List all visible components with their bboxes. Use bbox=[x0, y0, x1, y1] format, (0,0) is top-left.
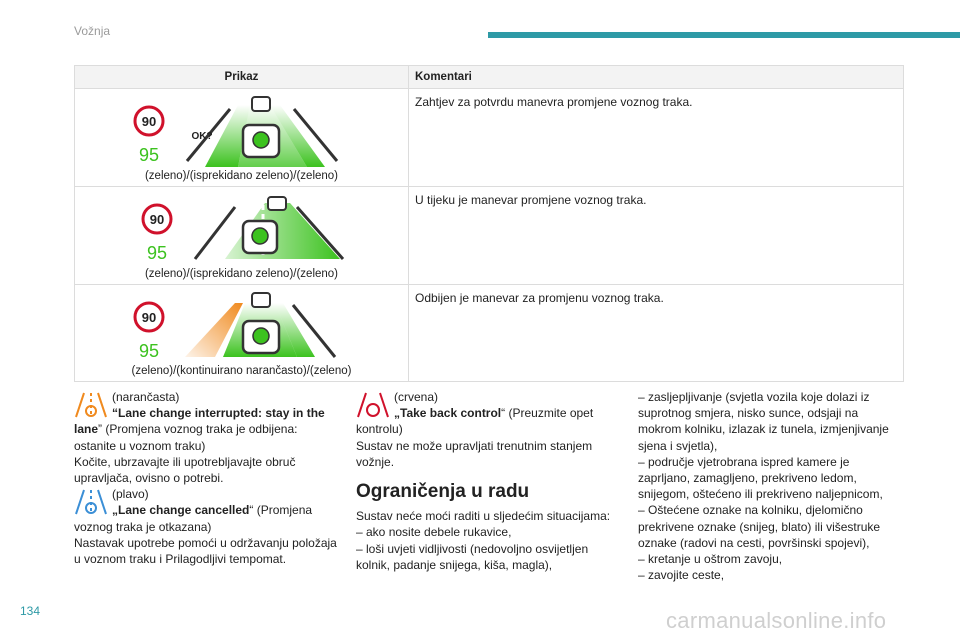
lane-info-blue-icon bbox=[74, 488, 108, 518]
steering-wheel-icon bbox=[252, 228, 268, 244]
lane-warning-orange-icon bbox=[74, 391, 108, 421]
speed-limit-value: 90 bbox=[149, 212, 165, 227]
text-column-1 bbox=[74, 389, 340, 567]
alert-red-block: (crvena) „Take back control“ (Preuzmite opet kontrolu) Sustav ne može upravljati trenutnim stanjem vožnje. bbox=[356, 390, 594, 469]
comment-text: U tijeku je manevar promjene voznog traka. bbox=[415, 193, 647, 207]
vehicle-ahead-icon bbox=[252, 293, 270, 307]
lane-line-left bbox=[195, 207, 235, 259]
speed-limit-value: 90 bbox=[141, 114, 157, 129]
set-speed-value: 95 bbox=[138, 145, 160, 165]
column-header-comments: Komentari bbox=[415, 71, 472, 83]
list-item: – loši uvjeti vidljivosti (nedovoljno osvijetljen kolnik, padanje snijega, kiša, magla), bbox=[356, 541, 589, 572]
table-row bbox=[75, 187, 903, 285]
lane-display-in-progress bbox=[75, 193, 408, 265]
set-speed-value: 95 bbox=[146, 243, 168, 263]
display-table bbox=[74, 65, 904, 382]
vehicle-ahead-icon bbox=[252, 97, 270, 111]
table-row bbox=[75, 89, 903, 187]
page-number: 134 bbox=[20, 604, 41, 618]
header-accent-bar bbox=[488, 32, 960, 38]
table-row bbox=[75, 285, 903, 381]
list-item: – zasljepljivanje (svjetla vozila koje dolazi iz suprotnog smjera, nisko sunce, odsjaji na mokrom kolniku, izlazak iz tunela, izmjenjivanje sjena i svjetla), bbox=[638, 390, 889, 453]
section-heading: Ograničenja u radu bbox=[356, 481, 530, 503]
list-item: – zavojite ceste, bbox=[638, 568, 725, 583]
ok-prompt-label: OK? bbox=[191, 131, 213, 142]
watermark: carmanualsonline.info bbox=[666, 608, 887, 633]
vehicle-ahead-icon bbox=[268, 197, 286, 210]
steering-wheel-icon bbox=[253, 328, 269, 344]
list-item: – Oštećene oznake na kolniku, djelomično prekrivene oznake (snijeg, blato) ili višestruke oznake (radovi na cesti, površinski spojevi), bbox=[638, 503, 881, 550]
warning-orange-block: (narančasta) “Lane change interrupted: stay in the lane” (Promjena voznog traka je odbijena: ostanite u voznom traku) Kočite, ubrzavajte ili upotrebljavajte obruč upravljača, ovisno o potrebi. bbox=[74, 390, 325, 486]
text-column-3 bbox=[638, 389, 902, 583]
lane-alert-red-icon bbox=[356, 391, 390, 421]
comment-text: Odbijen je manevar za promjenu voznog traka. bbox=[415, 291, 664, 305]
lane-display-refused bbox=[75, 291, 408, 363]
speed-limit-value: 90 bbox=[141, 310, 157, 325]
list-item: – ako nosite debele rukavice, bbox=[356, 525, 512, 540]
list-item: – područje vjetrobrana ispred kamere je zaprljano, zamagljeno, prekriveno ledom, snijegom, oštećeno ili prekriveno naljepnicom, bbox=[638, 454, 883, 502]
lane-display-confirm-request bbox=[75, 95, 408, 167]
section-title: Vožnja bbox=[74, 24, 111, 38]
column-header-display: Prikaz bbox=[75, 66, 409, 88]
table-header bbox=[75, 66, 903, 89]
list-item: – kretanje u oštrom zavoju, bbox=[638, 552, 783, 567]
display-caption: (zeleno)/(kontinuirano narančasto)/(zeleno) bbox=[131, 365, 352, 377]
limitations-intro: Sustav neće moći raditi u sljedećim situacijama: bbox=[356, 509, 611, 524]
steering-wheel-icon bbox=[253, 132, 269, 148]
display-caption: (zeleno)/(isprekidano zeleno)/(zeleno) bbox=[144, 170, 339, 182]
set-speed-value: 95 bbox=[138, 341, 160, 361]
display-caption: (zeleno)/(isprekidano zeleno)/(zeleno) bbox=[144, 268, 339, 280]
comment-text: Zahtjev za potvrdu manevra promjene voznog traka. bbox=[415, 95, 693, 109]
info-blue-block: (plavo) „Lane change cancelled“ (Promjena voznog traka je otkazana) Nastavak upotrebe pomoći u održavanju položaja u voznom traku i Prilagodljivi tempomat. bbox=[74, 487, 337, 567]
text-column-2 bbox=[356, 389, 622, 573]
